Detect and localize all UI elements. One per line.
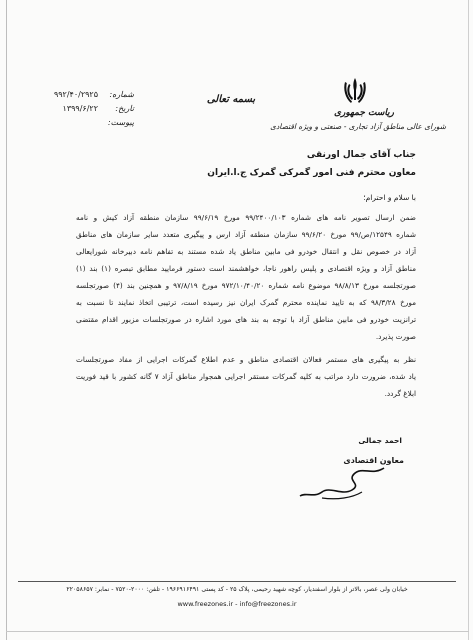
body-line: صورت پذیرد. [375, 332, 416, 341]
page-border-left [6, 0, 7, 640]
signatory-name: احمد جمالی [358, 436, 402, 445]
body-line: صورتجلسه مورخ ۹۸/۸/۱۳ موضوع نامه شماره ۹۷۲/۱۰/۴۰/۲۰ مورخ ۹۷/۸/۱۹ و همچنین بند (۴) صورتجلسه [76, 281, 416, 290]
footer-address: خیابان ولی عصر، بالاتر از بلوار اسفندیار، کوچه شهید رحیمی، پلاک ۲۵ - کد پستی ۱۹۶۶۹۱۶۴۹۱ - تلفن: ۲۰۰۰-۷۵۲۰ - نمابر: ۲۲۰۵۸۶۵۷ [66, 586, 408, 593]
body-line: ابلاغ گردد. [384, 389, 416, 398]
body-line: یاد شده، ضرورت دارد مراتب به کلیه گمرکات مستقر اجرایی همجوار مناطق آزاد ۷ گانه کشور با قید فوریت [76, 372, 416, 381]
page-border-bottom [6, 631, 469, 632]
letter-date-label: تاریخ: [115, 104, 134, 113]
footer-web-email: www.freezones.ir - info@freezones.ir [177, 600, 297, 608]
body-line: مورخ ۹۸/۳/۲۸ که به تایید نماینده محترم گمرک ایران نیز رسیده است، ترتیبی اتخاذ نمایند تا نسبت به [76, 298, 416, 307]
greeting: با سلام و احترام؛ [363, 193, 416, 202]
letter-number-value: ۹۹۲/۴۰/۲۹۲۵ [53, 90, 98, 99]
body-line: آزاد در خصوص نقل و انتقال خودرو فی مابین مناطق یاد شده مستند به تفاهم نامه دبیرخانه شورایعالی [76, 247, 416, 256]
iran-emblem-icon [343, 76, 367, 106]
addressee-name: جناب آقای جمال اورنقی [306, 150, 416, 160]
letter-date-value: ۱۳۹۹/۶/۲۲ [62, 104, 98, 113]
body-line: نظر به پیگیری های مستمر فعالان اقتصادی مناطق و عدم اطلاع گمرکات اجرایی از مفاد صورتجلسات [76, 355, 416, 364]
body-line: ضمن ارسال تصویر نامه های شماره ۹۹/۲۴۰۰/۱۰۳ مورخ ۹۹/۶/۱۹ سازمان منطقه آزاد کیش و نامه [76, 213, 416, 222]
body-line: ترانزیت خودرو فی مابین مناطق آزاد با توجه به بند های مورد اشاره در صورتجلسات مزبور اقدام مقتضی [76, 315, 416, 324]
letter-number-label: شماره: [109, 90, 134, 99]
page-border-right [468, 0, 469, 640]
addressee-title: معاون محترم فنی امور گمرکی گمرک ج.ا.ایران [207, 168, 416, 178]
signatory-title: معاون اقتصادی [343, 456, 404, 465]
body-line: مناطق آزاد و ویژه اقتصادی و پلیس راهور ناجا، خواهشمند است دستور فرمایید مطابق تبصره (۱) بند (۱) [76, 264, 416, 273]
body-line: شماره ۱۲۵۴۹/ص/۹۹ مورخ ۹۹/۶/۲۰ سازمان منطقه آزاد ارس و پیگیری متعدد سایر سازمان های مناطق [76, 230, 416, 239]
footer-rule [18, 581, 456, 582]
bismillah-heading: بسمه تعالی [206, 94, 256, 105]
org-title: ریاست جمهوری [333, 108, 395, 118]
handwritten-signature [292, 462, 392, 504]
attachment-label: پیوست: [107, 118, 134, 127]
org-subtitle: شورای عالی مناطق آزاد تجاری - صنعتی و ویژه اقتصادی [270, 122, 446, 131]
